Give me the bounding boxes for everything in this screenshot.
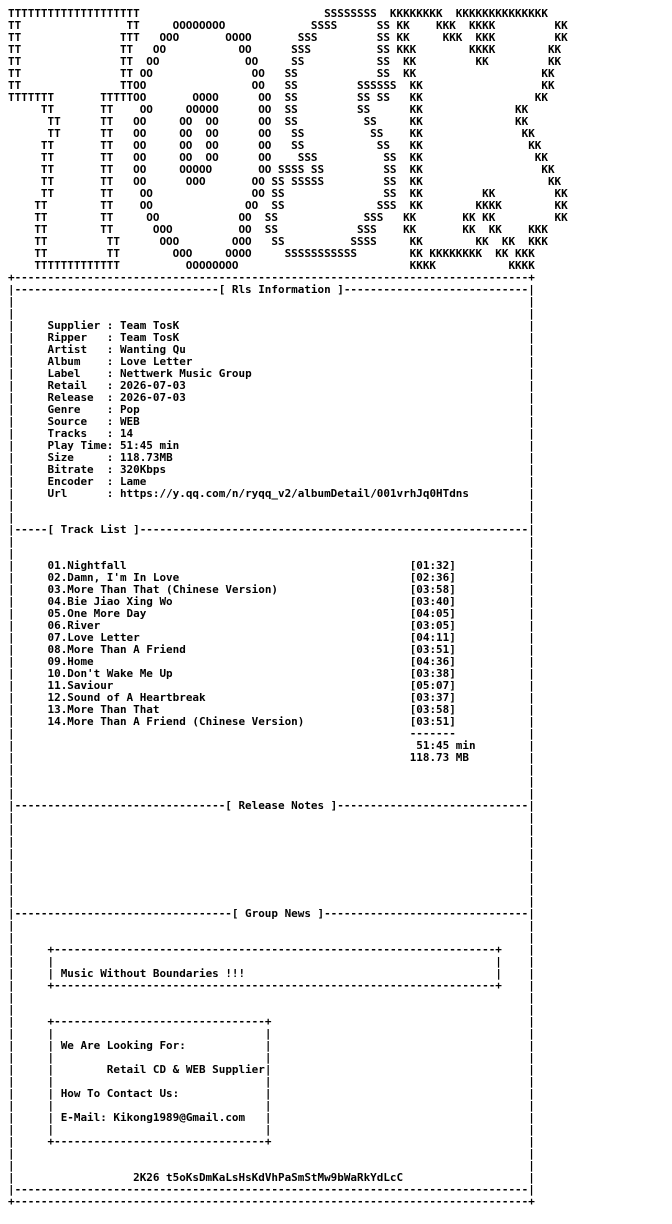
frame-left: | xyxy=(8,499,15,512)
frame-left: | xyxy=(8,1147,15,1160)
frame-left: | xyxy=(8,415,15,428)
track-time: [03:51] xyxy=(409,715,456,728)
frame-right: | xyxy=(528,679,535,692)
track-title: 06.River xyxy=(47,619,410,632)
frame-left: | xyxy=(8,823,15,836)
frame-left: | xyxy=(8,667,15,680)
frame-right: | xyxy=(528,391,535,404)
total-size: 118.73 MB xyxy=(409,751,469,764)
rls-info-value: Lame xyxy=(119,475,147,488)
frame-left: | xyxy=(8,679,15,692)
frame-right: | xyxy=(528,331,535,344)
track-time: [03:38] xyxy=(409,667,456,680)
box-side: | | xyxy=(47,1075,272,1088)
frame-right: | xyxy=(528,511,535,524)
frame-left: | xyxy=(8,1111,15,1124)
frame-right: | xyxy=(528,727,535,740)
frame-right: | xyxy=(528,859,535,872)
separator: : xyxy=(106,439,120,452)
banner-line: TTTTTTTTTTTTTTTTTTTT SSSSSSSS KKKKKKKK KKKKKKKKKKKKKK xyxy=(8,7,548,20)
frame-right: | xyxy=(528,619,535,632)
box-side: | | xyxy=(47,1123,272,1136)
rls-info-value: Wanting Qu xyxy=(119,343,186,356)
frame-left: | xyxy=(8,727,15,740)
frame-left: | xyxy=(8,331,15,344)
frame-right: | xyxy=(528,307,535,320)
frame-right: | xyxy=(528,427,535,440)
track-time: [03:40] xyxy=(409,595,456,608)
track-title: 08.More Than A Friend xyxy=(47,643,410,656)
frame-right: | xyxy=(528,631,535,644)
track-time: [04:05] xyxy=(409,607,456,620)
banner-line: TTTTTTTTTTTTT OOOOOOOO KKKK KKKK xyxy=(8,259,535,272)
frame-top: +------------------------------------------------------------------------------+ xyxy=(8,271,535,284)
separator: : xyxy=(106,487,120,500)
box-side: | xyxy=(47,1087,61,1100)
frame-left: | xyxy=(8,451,15,464)
frame-right: | xyxy=(528,1075,535,1088)
frame-left: | xyxy=(8,475,15,488)
frame-left: | xyxy=(8,895,15,908)
frame-left: | xyxy=(8,919,15,932)
track-title: 10.Don't Wake Me Up xyxy=(47,667,410,680)
frame-left: | xyxy=(8,739,15,752)
frame-right: | xyxy=(528,787,535,800)
frame-right: | xyxy=(528,583,535,596)
frame-right: | xyxy=(528,1039,535,1052)
frame-left: | xyxy=(8,763,15,776)
track-time: [03:51] xyxy=(409,643,456,656)
frame-right: | xyxy=(528,343,535,356)
rls-info-key: Play Time xyxy=(47,439,107,452)
banner-line: TT TT OO OO OO OO SS SS KK KK xyxy=(8,115,529,128)
frame-left: | xyxy=(8,1015,15,1028)
frame-left: | xyxy=(8,307,15,320)
track-title: 02.Damn, I'm In Love xyxy=(47,571,410,584)
frame-left: | xyxy=(8,955,15,968)
track-time: [03:05] xyxy=(409,619,456,632)
banner-line: TT TT OOOOOOOO SSSS SS KK KKK KKKK KK xyxy=(8,19,568,32)
frame-left: | xyxy=(8,1123,15,1136)
banner-line: TT TT OO OO SS SS KK KK KK xyxy=(8,55,562,68)
frame-left: | xyxy=(8,775,15,788)
rls-info-key: Retail xyxy=(47,379,107,392)
frame-right: | xyxy=(528,1123,535,1136)
rls-info-value: 2026-07-03 xyxy=(119,379,186,392)
frame-right: | xyxy=(528,379,535,392)
frame-left: | xyxy=(8,847,15,860)
separator: : xyxy=(106,391,120,404)
track-title: 07.Love Letter xyxy=(47,631,410,644)
frame-left: | xyxy=(8,571,15,584)
frame-right: | xyxy=(528,499,535,512)
box-side: | | xyxy=(47,1051,272,1064)
frame-left: | xyxy=(8,439,15,452)
frame-left: | xyxy=(8,379,15,392)
frame-right: | xyxy=(528,1135,535,1148)
banner-line: TT TT OO OO SS SSS KK KK KK KK xyxy=(8,211,568,224)
frame-right: | xyxy=(528,763,535,776)
frame-right: | xyxy=(528,547,535,560)
rls-info-key: Genre xyxy=(47,403,107,416)
frame-right: | xyxy=(528,739,535,752)
frame-right: | xyxy=(528,883,535,896)
frame-left: | xyxy=(8,1063,15,1076)
rls-info-value: 2026-07-03 xyxy=(119,391,186,404)
frame-right: | xyxy=(528,1099,535,1112)
frame-left: | xyxy=(8,943,15,956)
frame-right: | xyxy=(528,643,535,656)
frame-left: | xyxy=(8,967,15,980)
frame-left: | xyxy=(8,1135,15,1148)
motto-text: Music Without Boundaries !!! xyxy=(60,967,496,980)
frame-left: | xyxy=(8,355,15,368)
frame-right: | xyxy=(528,451,535,464)
frame-left: | xyxy=(8,547,15,560)
banner-line: TT TT OO OO SSS SS KKK KKKK KK xyxy=(8,43,562,56)
frame-left: | xyxy=(8,1039,15,1052)
frame-right: | xyxy=(528,403,535,416)
frame-left: | xyxy=(8,583,15,596)
frame-right: | xyxy=(528,319,535,332)
looking-for-text: We Are Looking For: xyxy=(60,1039,265,1052)
frame-left: | xyxy=(8,1087,15,1100)
frame-left: | xyxy=(8,859,15,872)
banner-line: TT TT OOO OOO SS SSSS KK KK KK KKK xyxy=(8,235,548,248)
frame-right: | xyxy=(528,775,535,788)
track-title: 05.One More Day xyxy=(47,607,410,620)
rls-info-value: Pop xyxy=(119,403,140,416)
frame-right: | xyxy=(528,595,535,608)
track-time: [04:11] xyxy=(409,631,456,644)
frame-left: | xyxy=(8,751,15,764)
frame-left: | xyxy=(8,991,15,1004)
rls-info-value: 118.73MB xyxy=(119,451,173,464)
rls-info-value: Team TosK xyxy=(119,319,180,332)
separator: : xyxy=(106,415,120,428)
bottom-rule: |------------------------------------------------------------------------------| xyxy=(8,1183,535,1196)
frame-left: | xyxy=(8,319,15,332)
track-title: 01.Nightfall xyxy=(47,559,410,572)
track-title: 09.Home xyxy=(47,655,410,668)
frame-left: | xyxy=(8,871,15,884)
frame-right: | xyxy=(528,487,535,500)
frame-left: | xyxy=(8,559,15,572)
frame-left: | xyxy=(8,643,15,656)
frame-right: | xyxy=(528,847,535,860)
box-side: | | xyxy=(47,1099,272,1112)
frame-left: | xyxy=(8,1171,15,1184)
frame-right: | xyxy=(528,1063,535,1076)
banner-line: TT TT OO OOOOO OO SSSS SS SS KK KK xyxy=(8,163,555,176)
track-time: [03:58] xyxy=(409,703,456,716)
frame-left: | xyxy=(8,1051,15,1064)
rls-info-key: Source xyxy=(47,415,107,428)
section-header-track-list: |-----[ Track List ]-----------------------------------------------------------| xyxy=(8,523,535,536)
rls-info-key: Bitrate xyxy=(47,463,107,476)
rls-info-key: Encoder xyxy=(47,475,107,488)
box-side: | xyxy=(264,1063,272,1076)
rls-info-key: Album xyxy=(47,355,107,368)
box-border: +-------------------------------------------------------------------+ xyxy=(47,979,502,992)
track-time: [02:36] xyxy=(409,571,456,584)
track-title: 11.Saviour xyxy=(47,679,410,692)
box-side: | xyxy=(47,1111,61,1124)
separator: : xyxy=(106,451,120,464)
separator: : xyxy=(106,343,120,356)
frame-left: | xyxy=(8,811,15,824)
frame-right: | xyxy=(528,1159,535,1172)
frame-left: | xyxy=(8,511,15,524)
section-header-release-notes: |--------------------------------[ Release Notes ]-----------------------------| xyxy=(8,799,535,812)
frame-right: | xyxy=(528,751,535,764)
banner-line: TT TT OO OO SS SS KK KK KK xyxy=(8,187,568,200)
rls-info-key: Label xyxy=(47,367,107,380)
track-title: 14.More Than A Friend (Chinese Version) xyxy=(47,715,410,728)
rls-info-value: https://y.qq.com/n/ryqq_v2/albumDetail/001vrhJq0HTdns xyxy=(119,487,469,500)
signature: 2K26 t5oKsDmKaLsHsKdVhPaSmStMw9bWaRkYdLcC xyxy=(133,1171,404,1184)
banner-line: TTTTTTT TTTTTOO OOOO OO SS SS SS KK KK xyxy=(8,91,548,104)
frame-left: | xyxy=(8,883,15,896)
frame-right: | xyxy=(528,895,535,908)
frame-left: | xyxy=(8,1099,15,1112)
frame-right: | xyxy=(528,355,535,368)
frame-left: | xyxy=(8,535,15,548)
frame-right: | xyxy=(528,835,535,848)
frame-left: | xyxy=(8,607,15,620)
frame-left: | xyxy=(8,295,15,308)
frame-left: | xyxy=(8,931,15,944)
frame-right: | xyxy=(528,571,535,584)
frame-right: | xyxy=(528,955,535,968)
rls-info-value: Love Letter xyxy=(119,355,193,368)
separator: : xyxy=(106,403,120,416)
wanted-role-text: Retail CD & WEB Supplier xyxy=(60,1063,265,1076)
banner-line: TT TT OO OO OO OO SSS SS KK KK xyxy=(8,151,548,164)
frame-bottom: +------------------------------------------------------------------------------+ xyxy=(8,1195,535,1208)
frame-left: | xyxy=(8,703,15,716)
track-time: [05:07] xyxy=(409,679,456,692)
track-time: [01:32] xyxy=(409,559,456,572)
box-side: | xyxy=(264,1111,272,1124)
frame-left: | xyxy=(8,619,15,632)
rls-info-key: Supplier xyxy=(47,319,107,332)
frame-right: | xyxy=(528,967,535,980)
banner-line: TT TT OOO OO SS SSS KK KK KK KKK xyxy=(8,223,548,236)
banner-line: TT TT OO OO SS SSS KK KKKK KK xyxy=(8,199,568,212)
frame-left: | xyxy=(8,487,15,500)
frame-right: | xyxy=(528,463,535,476)
box-side: | xyxy=(495,967,502,980)
track-title: 04.Bie Jiao Xing Wo xyxy=(47,595,410,608)
frame-right: | xyxy=(528,655,535,668)
frame-right: | xyxy=(528,991,535,1004)
frame-right: | xyxy=(528,931,535,944)
separator: : xyxy=(106,463,120,476)
rls-info-key: Url xyxy=(47,487,107,500)
frame-right: | xyxy=(528,1003,535,1016)
rls-info-value: Nettwerk Music Group xyxy=(119,367,252,380)
contact-email-text: E-Mail: Kikong1989@Gmail.com xyxy=(60,1111,265,1124)
frame-left: | xyxy=(8,1159,15,1172)
frame-right: | xyxy=(528,943,535,956)
frame-right: | xyxy=(528,703,535,716)
banner-line: TT TT OO OOOOO OO SS SS KK KK xyxy=(8,103,529,116)
rls-info-value: Team TosK xyxy=(119,331,180,344)
section-header-rls-information: |-------------------------------[ Rls Information ]----------------------------| xyxy=(8,283,535,296)
frame-right: | xyxy=(528,715,535,728)
box-border: +--------------------------------+ xyxy=(47,1135,272,1148)
rls-info-key: Tracks xyxy=(47,427,107,440)
frame-left: | xyxy=(8,691,15,704)
separator: : xyxy=(106,331,120,344)
frame-left: | xyxy=(8,835,15,848)
box-side: | | xyxy=(47,955,502,968)
frame-left: | xyxy=(8,427,15,440)
track-title: 03.More Than That (Chinese Version) xyxy=(47,583,410,596)
frame-right: | xyxy=(528,1051,535,1064)
rls-info-key: Release xyxy=(47,391,107,404)
frame-right: | xyxy=(528,415,535,428)
frame-right: | xyxy=(528,871,535,884)
frame-left: | xyxy=(8,655,15,668)
box-border: +-------------------------------------------------------------------+ xyxy=(47,943,502,956)
track-time: [04:36] xyxy=(409,655,456,668)
banner-line: TT TT OO OO OO OO SS SS KK KK xyxy=(8,127,535,140)
rls-info-value: 320Kbps xyxy=(119,463,167,476)
frame-right: | xyxy=(528,535,535,548)
rls-info-key: Ripper xyxy=(47,331,107,344)
box-side: | xyxy=(47,1039,61,1052)
frame-left: | xyxy=(8,1003,15,1016)
box-side: | xyxy=(47,967,61,980)
rls-info-key: Artist xyxy=(47,343,107,356)
rls-info-key: Size xyxy=(47,451,107,464)
separator: : xyxy=(106,319,120,332)
banner-line: TT TT OOO OOOO SSSSSSSSSSS KK KKKKKKKK KK KKK xyxy=(8,247,535,260)
frame-right: | xyxy=(528,1015,535,1028)
frame-left: | xyxy=(8,979,15,992)
box-side: | | xyxy=(47,1027,272,1040)
contact-heading-text: How To Contact Us: xyxy=(60,1087,265,1100)
banner-line: TT TT OO OO OO OO SS SS KK KK xyxy=(8,139,542,152)
rls-info-value: 14 xyxy=(119,427,134,440)
banner-line: TT TT OO OO SS SS KK KK xyxy=(8,67,555,80)
track-time: [03:37] xyxy=(409,691,456,704)
frame-right: | xyxy=(528,439,535,452)
track-title: 13.More Than That xyxy=(47,703,410,716)
banner-line: TT TT OO OOO OO SS SSSSS SS KK KK xyxy=(8,175,562,188)
frame-right: | xyxy=(528,667,535,680)
frame-right: | xyxy=(528,691,535,704)
frame-right: | xyxy=(528,1087,535,1100)
frame-left: | xyxy=(8,403,15,416)
separator: : xyxy=(106,427,120,440)
frame-right: | xyxy=(528,295,535,308)
banner-line: TT TTOO OO SS SSSSSS KK KK xyxy=(8,79,555,92)
frame-left: | xyxy=(8,595,15,608)
frame-left: | xyxy=(8,367,15,380)
frame-right: | xyxy=(528,1111,535,1124)
box-side: | xyxy=(264,1087,272,1100)
total-play-time: 51:45 min xyxy=(409,739,476,752)
frame-left: | xyxy=(8,1075,15,1088)
banner-line: TT TTT OOO OOOO SSS SS KK KKK KKK KK xyxy=(8,31,568,44)
track-title: 12.Sound of A Heartbreak xyxy=(47,691,410,704)
section-header-group-news: |---------------------------------[ Group News ]-------------------------------| xyxy=(8,907,535,920)
rls-info-value: WEB xyxy=(119,415,140,428)
separator: : xyxy=(106,355,120,368)
separator: : xyxy=(106,367,120,380)
frame-left: | xyxy=(8,715,15,728)
frame-right: | xyxy=(528,1147,535,1160)
frame-right: | xyxy=(528,811,535,824)
box-side: | xyxy=(264,1039,272,1052)
frame-right: | xyxy=(528,475,535,488)
frame-right: | xyxy=(528,919,535,932)
frame-left: | xyxy=(8,391,15,404)
box-border: +--------------------------------+ xyxy=(47,1015,272,1028)
frame-right: | xyxy=(528,367,535,380)
frame-right: | xyxy=(528,1171,535,1184)
frame-right: | xyxy=(528,559,535,572)
frame-right: | xyxy=(528,823,535,836)
frame-right: | xyxy=(528,979,535,992)
rls-info-value: 51:45 min xyxy=(119,439,180,452)
totals-rule: ------- xyxy=(409,727,456,740)
frame-right: | xyxy=(528,607,535,620)
frame-left: | xyxy=(8,343,15,356)
box-side: | xyxy=(47,1063,61,1076)
frame-left: | xyxy=(8,463,15,476)
separator: : xyxy=(106,379,120,392)
track-time: [03:58] xyxy=(409,583,456,596)
frame-left: | xyxy=(8,631,15,644)
frame-left: | xyxy=(8,1027,15,1040)
separator: : xyxy=(106,475,120,488)
frame-right: | xyxy=(528,1027,535,1040)
frame-left: | xyxy=(8,787,15,800)
